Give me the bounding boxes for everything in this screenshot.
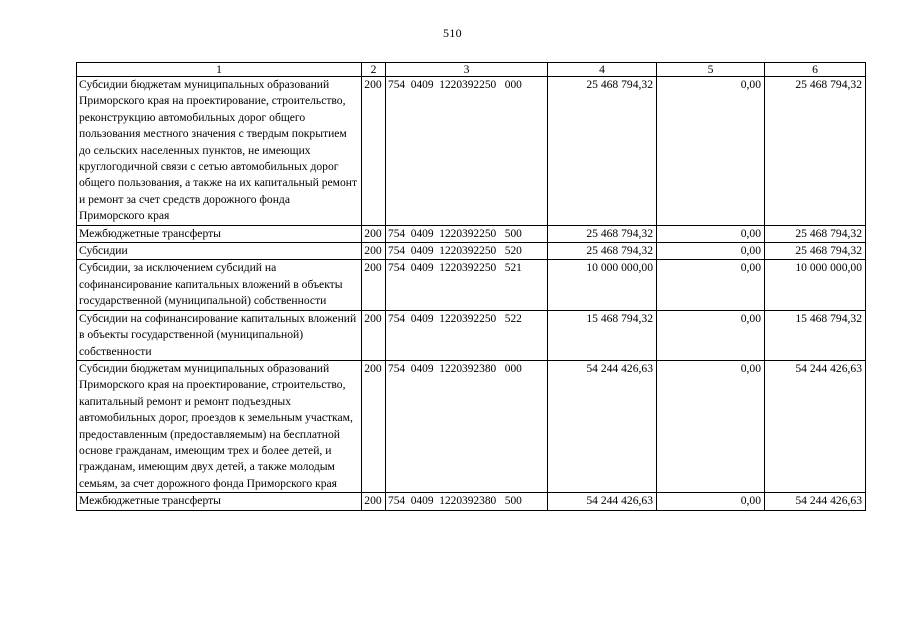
column-header-2: 2 <box>362 63 386 77</box>
row-budget-code: 754 0409 1220392380 000 <box>386 360 548 492</box>
table-row <box>77 310 866 360</box>
column-header-6: 6 <box>765 63 866 77</box>
row-name: Субсидии <box>77 243 362 260</box>
row-admin-code: 200 <box>362 260 386 310</box>
row-col4-value: 15 468 794,32 <box>548 310 657 360</box>
row-col6-value: 54 244 426,63 <box>765 360 866 492</box>
row-col6-value: 15 468 794,32 <box>765 310 866 360</box>
row-col6-value: 25 468 794,32 <box>765 243 866 260</box>
column-header-5: 5 <box>657 63 765 77</box>
row-name: Субсидии, за исключением субсидий на софинансирование капитальных вложений в объекты государственной (муниципальной) собственности <box>77 260 362 310</box>
row-admin-code: 200 <box>362 360 386 492</box>
table-row <box>77 360 866 492</box>
row-col5-value: 0,00 <box>657 225 765 242</box>
page-number: 510 <box>443 26 462 40</box>
row-admin-code: 200 <box>362 225 386 242</box>
row-col4-value: 54 244 426,63 <box>548 493 657 510</box>
row-budget-code: 754 0409 1220392250 520 <box>386 243 548 260</box>
table-row <box>77 493 866 510</box>
table-row <box>77 77 866 226</box>
row-col4-value: 10 000 000,00 <box>548 260 657 310</box>
row-col5-value: 0,00 <box>657 493 765 510</box>
row-budget-code: 754 0409 1220392250 000 <box>386 77 548 226</box>
budget-table <box>76 62 866 511</box>
row-col5-value: 0,00 <box>657 310 765 360</box>
row-col5-value: 0,00 <box>657 360 765 492</box>
row-name: Субсидии бюджетам муниципальных образований Приморского края на проектирование, строительство, капитальный ремонт и ремонт подъездных автомобильных дорог, проездов к земельным участкам, предоставленным (предоставляемым) на бесплатной основе гражданам, имеющим трех и более детей, и гражданам, имеющим двух детей, а также молодым семьям, за счет дорожного фонда Приморского края <box>77 360 362 492</box>
row-budget-code: 754 0409 1220392250 500 <box>386 225 548 242</box>
column-header-1: 1 <box>77 63 362 77</box>
row-col6-value: 25 468 794,32 <box>765 225 866 242</box>
row-col5-value: 0,00 <box>657 77 765 226</box>
row-col4-value: 25 468 794,32 <box>548 225 657 242</box>
row-col6-value: 54 244 426,63 <box>765 493 866 510</box>
row-col5-value: 0,00 <box>657 260 765 310</box>
row-budget-code: 754 0409 1220392380 500 <box>386 493 548 510</box>
row-col6-value: 10 000 000,00 <box>765 260 866 310</box>
row-name: Межбюджетные трансферты <box>77 225 362 242</box>
row-col4-value: 54 244 426,63 <box>548 360 657 492</box>
row-budget-code: 754 0409 1220392250 522 <box>386 310 548 360</box>
table-row <box>77 225 866 242</box>
table-row <box>77 243 866 260</box>
row-admin-code: 200 <box>362 310 386 360</box>
row-col6-value: 25 468 794,32 <box>765 77 866 226</box>
row-col4-value: 25 468 794,32 <box>548 243 657 260</box>
row-admin-code: 200 <box>362 493 386 510</box>
row-admin-code: 200 <box>362 243 386 260</box>
table-header-row <box>77 63 866 77</box>
column-header-4: 4 <box>548 63 657 77</box>
row-name: Субсидии бюджетам муниципальных образований Приморского края на проектирование, строительство, реконструкцию автомобильных дорог общего пользования местного значения с твердым покрытием до сельских населенных пунктов, не имеющих круглогодичной связи с сетью автомобильных дорог общего пользования, а также на их капитальный ремонт и ремонт за счет средств дорожного фонда Приморского края <box>77 77 362 226</box>
row-col5-value: 0,00 <box>657 243 765 260</box>
row-name: Межбюджетные трансферты <box>77 493 362 510</box>
row-budget-code: 754 0409 1220392250 521 <box>386 260 548 310</box>
table-row <box>77 260 866 310</box>
column-header-3: 3 <box>386 63 548 77</box>
row-col4-value: 25 468 794,32 <box>548 77 657 226</box>
row-admin-code: 200 <box>362 77 386 226</box>
row-name: Субсидии на софинансирование капитальных вложений в объекты государственной (муниципальной) собственности <box>77 310 362 360</box>
